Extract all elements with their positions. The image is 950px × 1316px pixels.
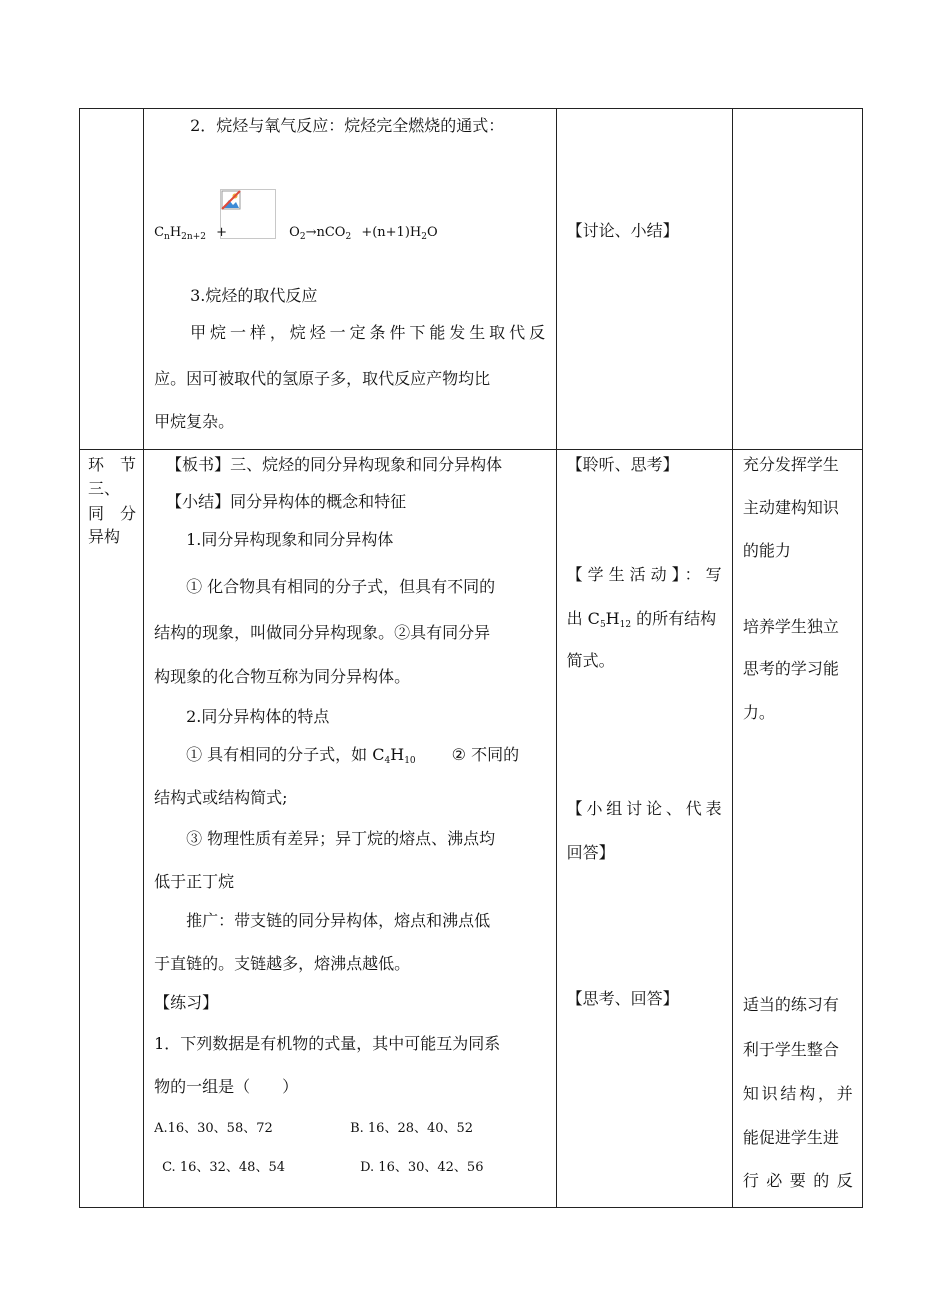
formula-part: O xyxy=(426,225,438,240)
section-label: 异构 xyxy=(88,527,121,546)
content-line: 推广：带支链的同分异构体，熔点和沸点低 xyxy=(186,911,491,930)
content-text: 的所有结构 xyxy=(631,609,717,628)
content-line: 3.烷烃的取代反应 xyxy=(190,286,318,305)
formula-part: C xyxy=(154,225,165,240)
content-line: 【板书】三、烷烃的同分异构现象和同分异构体 xyxy=(166,455,503,474)
formula-subscript: 2 xyxy=(421,232,427,242)
content-line: 于直链的。支链越多，熔沸点越低。 xyxy=(154,954,411,973)
section-label: 同 分 xyxy=(88,504,137,523)
broken-image-icon xyxy=(221,190,243,212)
content-text: ② 不同的 xyxy=(451,745,520,764)
student-activity-cell xyxy=(556,109,732,450)
content-line: 1．下列数据是有机物的式量，其中可能互为同系 xyxy=(154,1034,501,1053)
content-line: 甲烷复杂。 xyxy=(154,412,235,431)
content-cell xyxy=(144,450,557,1208)
table-row xyxy=(80,109,863,450)
formula-subscript: 2n+2 xyxy=(181,232,206,242)
content-line: 1.同分异构现象和同分异构体 xyxy=(186,530,394,549)
design-intent-text: 力。 xyxy=(742,703,775,722)
content-text: H xyxy=(390,745,405,764)
student-activity-text: 【学生活动】：写 xyxy=(566,565,722,584)
formula-subscript: 2 xyxy=(299,232,306,242)
content-line: 低于正丁烷 xyxy=(154,872,235,891)
design-intent-text: 行必要的反 xyxy=(742,1171,853,1190)
section-label: 三、 xyxy=(88,479,121,498)
content-line xyxy=(186,744,519,772)
content-text: 出 C xyxy=(566,609,600,628)
design-intent-text: 利于学生整合 xyxy=(742,1040,839,1059)
formula-subscript: 10 xyxy=(404,756,416,766)
student-activity-text: 简式。 xyxy=(566,651,615,670)
formula-subscript: 4 xyxy=(384,756,391,766)
student-activity-cell xyxy=(556,450,732,1208)
lesson-plan-table xyxy=(79,108,863,1208)
section-cell xyxy=(80,450,144,1208)
design-intent-text: 知识结构，并 xyxy=(742,1084,853,1103)
section-label: 环 节 xyxy=(88,455,137,474)
content-line: 结构的现象，叫做同分异构现象。②具有同分异 xyxy=(154,623,491,642)
content-line: 甲烷一样，烷烃一定条件下能发生取代反 xyxy=(190,323,546,342)
design-intent-text: 的能力 xyxy=(742,541,791,560)
formula-part: +(n+1)H xyxy=(361,225,422,240)
student-activity-text xyxy=(567,608,717,636)
student-activity-text: 【聆听、思考】 xyxy=(566,455,679,474)
formula-part: H xyxy=(169,225,182,240)
formula-subscript: 2 xyxy=(345,232,352,242)
content-line: 物的一组是（ ） xyxy=(154,1077,299,1096)
answer-option-d: D. 16、30、42、56 xyxy=(360,1160,484,1175)
content-line: ③ 物理性质有差异；异丁烷的熔点、沸点均 xyxy=(186,829,496,848)
content-line: 构现象的化合物互称为同分异构体。 xyxy=(154,667,411,686)
student-activity-text: 【小组讨论、代表 xyxy=(566,799,722,818)
content-line: 应。因可被取代的氢原子多，取代反应产物均比 xyxy=(154,369,491,388)
content-line: 【小结】同分异构体的概念和特征 xyxy=(166,492,407,511)
content-line: 2.同分异构体的特点 xyxy=(186,707,330,726)
content-text: H xyxy=(605,609,620,628)
design-intent-text: 充分发挥学生 xyxy=(742,455,839,474)
formula-subscript: 12 xyxy=(619,620,632,630)
content-line: 【练习】 xyxy=(154,993,219,1012)
formula-subscript: 5 xyxy=(599,620,606,630)
design-intent-cell-empty xyxy=(732,109,862,450)
design-intent-text: 主动建构知识 xyxy=(742,498,839,517)
formula-part: O xyxy=(289,225,300,240)
student-activity-text: 回答】 xyxy=(566,843,615,862)
combustion-formula xyxy=(154,222,438,248)
design-intent-text: 能促进学生进 xyxy=(742,1128,839,1147)
formula-part: →nCO xyxy=(305,225,346,240)
student-activity-text: 【思考、回答】 xyxy=(566,989,679,1008)
student-activity-text: 【讨论、小结】 xyxy=(566,221,679,240)
design-intent-cell xyxy=(732,450,862,1208)
table-row xyxy=(80,450,863,1208)
design-intent-text: 培养学生独立 xyxy=(742,617,839,636)
content-line: ① 化合物具有相同的分子式，但具有不同的 xyxy=(186,577,496,596)
answer-option-c: C. 16、32、48、54 xyxy=(162,1160,285,1175)
answer-option-b: B. 16、28、40、52 xyxy=(350,1121,474,1136)
formula-subscript: n xyxy=(164,232,170,242)
content-text: ① 具有相同的分子式，如 C xyxy=(186,745,385,764)
content-line: 结构式或结构简式; xyxy=(154,788,288,807)
section-cell-empty xyxy=(80,109,144,450)
formula-part: + xyxy=(216,225,228,240)
design-intent-text: 适当的练习有 xyxy=(742,995,839,1014)
answer-option-a: A.16、30、58、72 xyxy=(154,1121,273,1136)
content-cell xyxy=(144,109,557,450)
content-line: 2．烷烃与氧气反应：烷烃完全燃烧的通式： xyxy=(190,116,505,135)
design-intent-text: 思考的学习能 xyxy=(742,659,839,678)
